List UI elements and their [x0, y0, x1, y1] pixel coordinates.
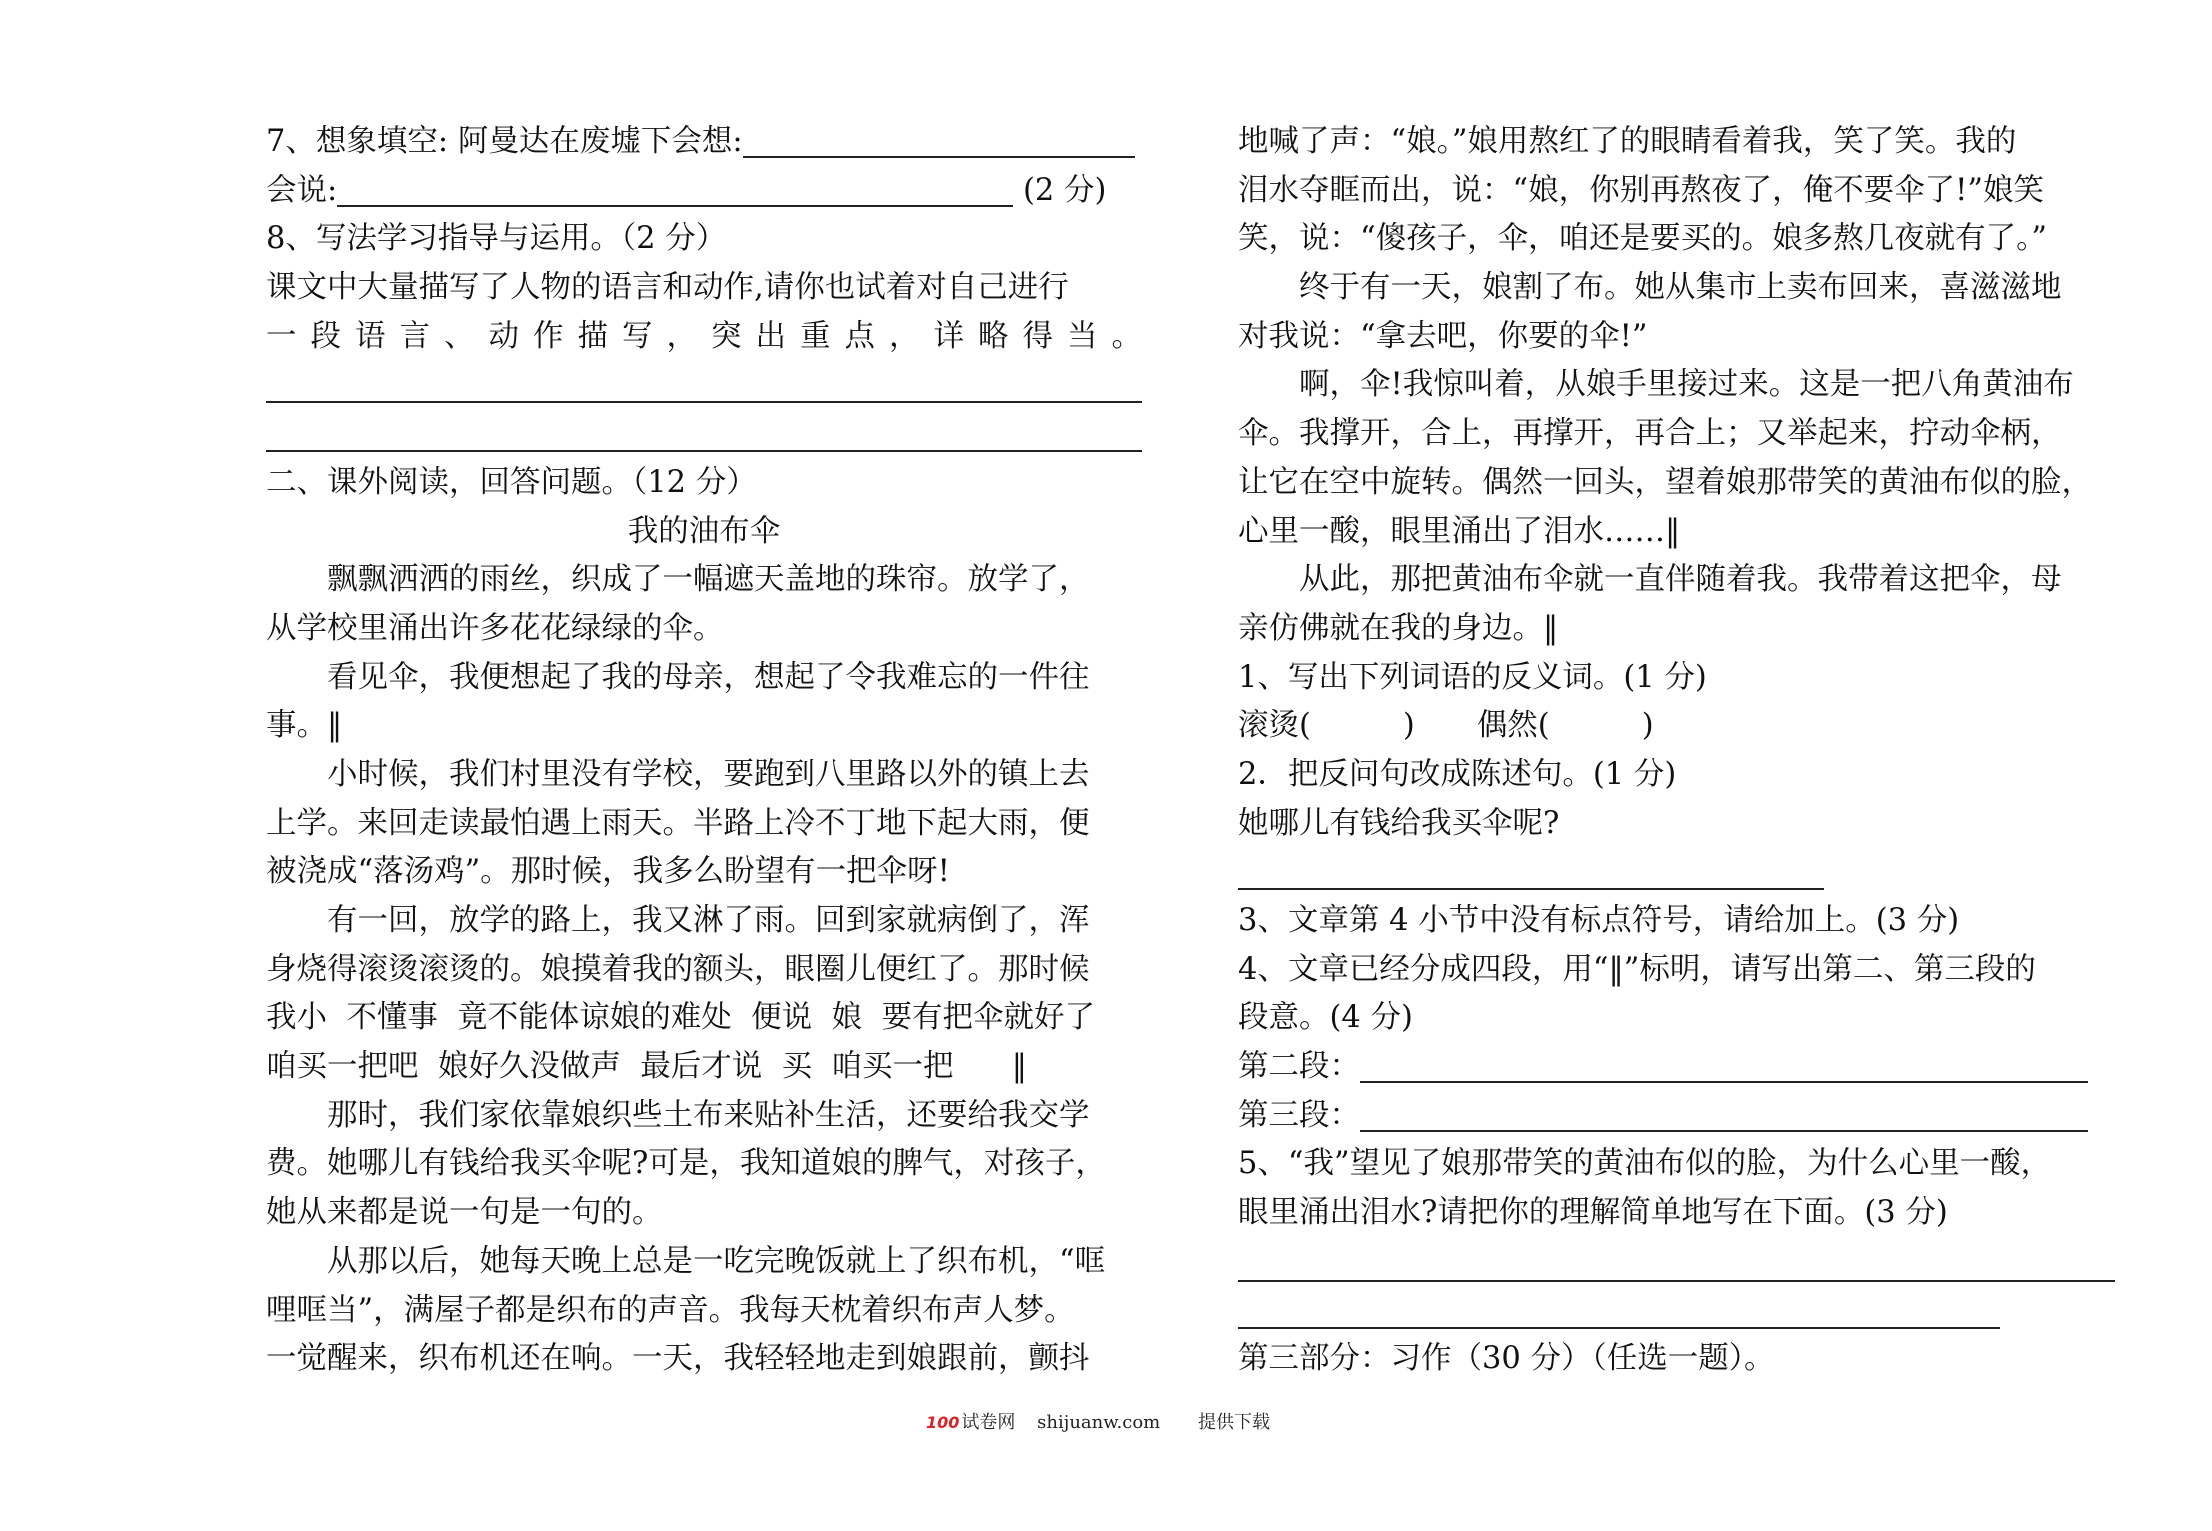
question-7-line-1 [266, 118, 1142, 167]
story-line: 哩哐当”，满屋子都是织布的声音。我每天枕着织布声人梦。 [266, 1292, 1075, 1328]
story-line: 一觉醒来，织布机还在响。一天，我轻轻地走到娘跟前，颤抖 [266, 1341, 1090, 1377]
answer-line[interactable] [1238, 888, 1824, 890]
question-8-title: 8、写法学习指导与运用。（2 分） [266, 221, 727, 257]
question-4-para-2 [1238, 1043, 2115, 1092]
story-line-unpunctuated: 咱买一把吧 娘好久没做声 最后才说 买 咱买一把 ‖ [266, 1049, 1027, 1085]
answer-line[interactable] [266, 450, 1142, 452]
story-line: 费。她哪儿有钱给我买伞呢?可是，我知道娘的脾气，对孩子， [266, 1146, 1106, 1182]
story-line: 从那以后，她每天晚上总是一吃完晚饭就上了织布机，“哐 [327, 1243, 1106, 1279]
story-line: 啊，伞!我惊叫着，从娘手里接过来。这是一把八角黄油布 [1299, 367, 2074, 403]
story-line: 有一回，放学的路上，我又淋了雨。回到家就病倒了，浑 [327, 903, 1090, 938]
question-4-line-2: 段意。(4 分) [1238, 1000, 1413, 1036]
story-line: 从此，那把黄油布伞就一直伴随着我。我带着这把伞，母 [1299, 562, 2062, 598]
question-7-prompt: 7、想象填空: 阿曼达在废墟下会想: [266, 124, 743, 159]
answer-blank[interactable] [1360, 1047, 2088, 1083]
question-7-score: (2 分) [1013, 172, 1107, 208]
story-line: 事。‖ [266, 708, 343, 744]
left-column [266, 118, 1142, 1384]
word-1-label: 滚烫( [1238, 708, 1311, 744]
question-4-para-3 [1238, 1092, 2115, 1141]
story-line: 亲仿佛就在我的身边。‖ [1238, 610, 1559, 646]
answer-blank[interactable] [1360, 1096, 2088, 1132]
story-line: 被浇成“落汤鸡”。那时候，我多么盼望有一把伞呀! [266, 854, 950, 890]
answer-line-row [266, 361, 1142, 410]
question-1-words [1238, 702, 2115, 751]
answer-line-row [1238, 1287, 2115, 1336]
close-paren: ) [1402, 708, 1415, 744]
story-title: 我的油布伞 [627, 513, 781, 549]
story-line: 上学。来回走读最怕遇上雨天。半路上冷不丁地下起大雨，便 [266, 805, 1090, 841]
story-line: 她从来都是说一句是一句的。 [266, 1195, 663, 1231]
story-line: 地喊了声：“娘。”娘用熬红了的眼睛看着我，笑了笑。我的 [1238, 124, 2017, 159]
answer-line[interactable] [1238, 1327, 2000, 1329]
story-line: 伞。我撑开，合上，再撑开，再合上；又举起来，拧动伞柄， [1238, 416, 2062, 452]
question-2: 2．把反问句改成陈述句。(1 分) [1238, 756, 1677, 792]
story-line: 对我说：“拿去吧，你要的伞!” [1238, 318, 1648, 354]
story-line: 飘飘洒洒的雨丝，织成了一幅遮天盖地的珠帘。放学了， [327, 562, 1090, 598]
footer [0, 1408, 2212, 1434]
para-3-label: 第三段： [1238, 1097, 1360, 1133]
para-2-label: 第二段： [1238, 1049, 1360, 1085]
download-note: 提供下载 [1197, 1412, 1270, 1433]
brand-name: 试卷网 [961, 1412, 1016, 1433]
story-line: 泪水夺眶而出，说：“娘，你别再熬夜了，俺不要伞了!”娘笑 [1238, 172, 2044, 208]
question-8-text-2: 一段语言、动作描写，突出重点，详略得当。 [266, 318, 1142, 354]
question-3: 3、文章第 4 小节中没有标点符号，请给加上。(3 分) [1238, 903, 1960, 938]
story-line: 让它在空中旋转。偶然一回头，望着娘那带笑的黄油布似的脸， [1238, 464, 2092, 500]
answer-line-row [1238, 848, 2115, 897]
story-line: 看见伞，我便想起了我的母亲，想起了令我难忘的一件往 [327, 659, 1090, 695]
word-2-label: 偶然( [1476, 708, 1550, 744]
answer-line-row [1238, 1238, 2115, 1287]
story-line: 那时，我们家依靠娘织些土布来贴补生活，还要给我交学 [327, 1097, 1090, 1133]
answer-blank[interactable] [743, 122, 1135, 158]
story-line: 心里一酸，眼里涌出了泪水……‖ [1238, 513, 1681, 549]
question-1: 1、写出下列词语的反义词。(1 分) [1238, 659, 1707, 695]
question-7-line-2 [266, 167, 1142, 216]
story-line-unpunctuated: 我小 不懂事 竟不能体谅娘的难处 便说 娘 要有把伞就好了 [266, 1000, 1095, 1036]
story-line: 小时候，我们村里没有学校，要跑到八里路以外的镇上去 [327, 756, 1090, 792]
question-7-say-label: 会说: [266, 172, 338, 208]
close-paren: ) [1641, 708, 1654, 744]
question-5-line-1: 5、“我”望见了娘那带笑的黄油布似的脸，为什么心里一酸， [1238, 1146, 2052, 1182]
answer-line-row [266, 410, 1142, 459]
question-2-sentence: 她哪儿有钱给我买伞呢? [1238, 805, 1560, 841]
question-5-line-2: 眼里涌出泪水?请把你的理解简单地写在下面。(3 分) [1238, 1195, 1948, 1231]
story-line: 身烧得滚烫滚烫的。娘摸着我的额头，眼圈儿便红了。那时候 [266, 951, 1090, 987]
site-logo: 100 [926, 1413, 960, 1432]
answer-line[interactable] [266, 401, 1142, 403]
right-column [1238, 118, 2115, 1384]
question-4-line-1: 4、文章已经分成四段，用“‖”标明，请写出第二、第三段的 [1238, 951, 2036, 987]
story-line: 笑，说：“傻孩子，伞，咱还是要买的。娘多熬几夜就有了。” [1238, 221, 2047, 257]
answer-blank[interactable] [337, 171, 1013, 207]
site-url[interactable]: shijuanw.com [1037, 1412, 1161, 1433]
part-3-heading: 第三部分：习作（30 分）（任选一题）。 [1238, 1341, 1775, 1377]
section-2-heading: 二、课外阅读，回答问题。（12 分） [266, 464, 757, 500]
question-8-text-1: 课文中大量描写了人物的语言和动作,请你也试着对自己进行 [266, 270, 1069, 306]
answer-line[interactable] [1238, 1280, 2115, 1282]
story-line: 从学校里涌出许多花花绿绿的伞。 [266, 610, 724, 646]
story-line: 终于有一天，娘割了布。她从集市上卖布回来，喜滋滋地 [1299, 270, 2062, 306]
